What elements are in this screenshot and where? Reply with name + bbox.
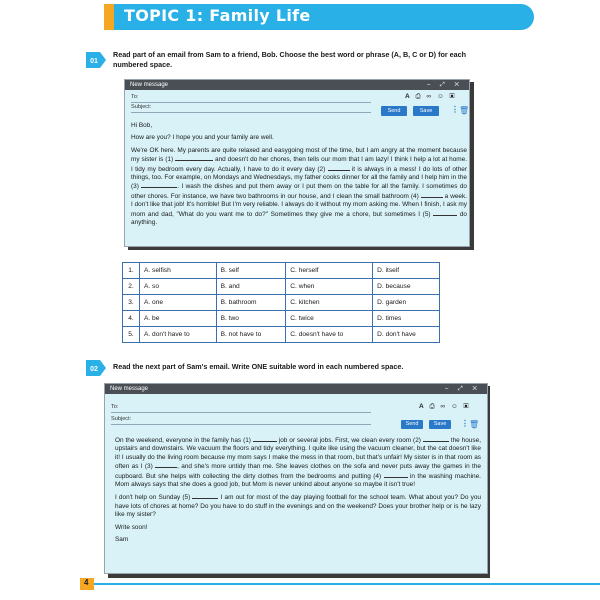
footer-bar [94,583,600,585]
option-b[interactable]: B. not have to [216,327,286,343]
question-number: 2. [123,279,140,295]
email-paragraph: We're OK here. My parents are quite relaxed and easygoing most of the time, but I am angry at the moment because my sister is (1) and doesn't do her chores, then tells our mom that I am lazy! I think I help a lot at home. I tidy my bedroom every day. Actually, I have to do it every day (2) it is always in a mess! I do lots of other things, too. For example, on Mondays and Wednesdays, my father cooks dinner for all the family and I help him in the (3) . I wash the dishes and put them away or I put them on the table for all the family. I sometimes do other chores. For instance, we have two bathrooms in our house, and I clean the small bathroom (4) a week. I don't like that job! It's horrible! But I'm very reliable. I always do it without my mom asking me. When I finish, I ask my mom and dad, "What do you want me to do?" Sometimes they give me a chore, but sometimes I (5) do anything. [131,146,468,227]
email-signature: Sam [115,536,129,544]
save-button[interactable]: Save [413,106,439,116]
option-d[interactable]: D. garden [373,295,440,311]
subject-input[interactable] [111,424,371,425]
email-window-2 [104,383,488,574]
emoji-icon: ☺ [450,403,460,410]
trash-icon[interactable]: 🗑 [459,106,470,115]
option-b[interactable]: B. self [216,263,286,279]
subject-label: Subject: [131,104,152,110]
option-a[interactable]: A. selfish [140,263,217,279]
email-paragraph: On the weekend, everyone in the family has (1) job or several jobs. First, we clean every room (2) the house, upstairs and downstairs. We vacuum the floors and tidy everything. I quite like using the vacuum cleaner, but the cat doesn't like it! I usually do the living room because my mom says I make the mess in that room, but that's unfair! My sister is in that room as often as I (3) , and she's more untidy than me. She leaves clothes on the sofa and never puts away the games in the cupboard. But she helps with collecting the dirty clothes from the bedrooms and putting (4) in the washing machine. Mom always says that she does a good job, but Mom is never unkind about anyone so maybe it isn't true! [115,437,481,489]
banner-accent [104,4,114,30]
email-paragraph: How are you? I hope you and your family are well. [131,134,274,142]
email-body-2 [115,436,481,548]
option-d[interactable]: D. because [373,279,440,295]
to-input[interactable] [111,412,371,413]
question-number: 3. [123,295,140,311]
text-format-icon: A [419,403,426,410]
blank-5[interactable] [433,210,457,216]
blank-5[interactable] [192,493,218,499]
attach-icon: ⎙ [429,403,437,410]
blank-1[interactable] [253,436,277,442]
link-icon: ∞ [440,403,448,410]
option-b[interactable]: B. bathroom [216,295,286,311]
options-table [122,262,440,343]
question-number: 5. [123,327,140,343]
exercise-1-instruction: Read part of an email from Sam to a friend, Bob. Choose the best word or phrase (A, B, C or D) for each numbered space. [113,50,467,69]
email-paragraph: I don't help on Sunday (5) I am out for most of the day playing football for the school team. What about you? Do you have lots of chores at home? Do you have to do stuff in the evenings and on the weekend? Does your brother help or is he lazy like my sister? [115,494,481,519]
blank-3[interactable] [155,462,177,468]
email-greeting: Hi Bob, [131,122,153,129]
window-titlebar [105,384,487,394]
table-row [123,279,440,295]
option-a[interactable]: A. so [140,279,217,295]
more-icon[interactable]: ⋮ [461,419,469,428]
option-c[interactable]: C. doesn't have to [286,327,373,343]
blank-4[interactable] [421,192,443,198]
exercise-number-icon [84,48,108,72]
email-body-1 [131,122,467,231]
window-title: New message [110,386,149,392]
exercise-2-number: 02 [90,366,98,373]
toolbar-icons[interactable] [419,403,470,411]
text-format-icon: A [405,93,412,100]
topic-banner [0,0,600,34]
exercise-1-number: 01 [90,58,98,65]
option-c[interactable]: C. kitchen [286,295,373,311]
subject-input[interactable] [131,112,371,113]
toolbar-icons[interactable] [405,93,456,101]
to-input[interactable] [131,102,371,103]
window-controls[interactable]: – ⤢ ✕ [426,82,463,88]
table-row [123,263,440,279]
option-d[interactable]: D. itself [373,263,440,279]
option-c[interactable]: C. when [286,279,373,295]
window-title: New message [130,82,169,88]
option-c[interactable]: C. twice [286,311,373,327]
option-b[interactable]: B. and [216,279,286,295]
window-controls[interactable]: – ⤢ ✕ [444,386,481,392]
to-label: To: [111,404,119,410]
question-number: 1. [123,263,140,279]
option-d[interactable]: D. times [373,311,440,327]
option-b[interactable]: B. two [216,311,286,327]
subject-label: Subject: [111,416,132,422]
trash-icon[interactable]: 🗑 [469,420,480,429]
option-a[interactable]: A. one [140,295,217,311]
image-icon: ▣ [449,93,457,100]
email-window-1 [124,79,470,247]
table-row [123,327,440,343]
blank-3[interactable] [141,182,177,188]
window-titlebar [125,80,469,90]
blank-4[interactable] [384,472,408,478]
exercise-2-instruction: Read the next part of Sam's email. Write ONE suitable word in each numbered space. [113,362,404,371]
blank-2[interactable] [328,165,350,171]
link-icon: ∞ [426,93,434,100]
option-a[interactable]: A. don't have to [140,327,217,343]
send-button[interactable]: Send [401,420,423,429]
blank-2[interactable] [423,436,449,442]
page-title: TOPIC 1: Family Life [124,6,311,25]
table-row [123,295,440,311]
email-signoff: Write soon! [115,523,148,531]
table-row [123,311,440,327]
question-number: 4. [123,311,140,327]
option-a[interactable]: A. be [140,311,217,327]
send-button[interactable]: Send [381,106,407,116]
more-icon[interactable]: ⋮ [451,105,459,114]
option-c[interactable]: C. herself [286,263,373,279]
emoji-icon: ☺ [436,93,446,100]
to-label: To: [131,94,139,100]
option-d[interactable]: D. don't have [373,327,440,343]
image-icon: ▣ [463,403,471,410]
attach-icon: ⎙ [415,93,423,100]
save-button[interactable]: Save [429,420,451,429]
blank-1[interactable] [175,155,213,161]
page-number: 4 [84,578,89,587]
exercise-number-icon [84,356,108,380]
